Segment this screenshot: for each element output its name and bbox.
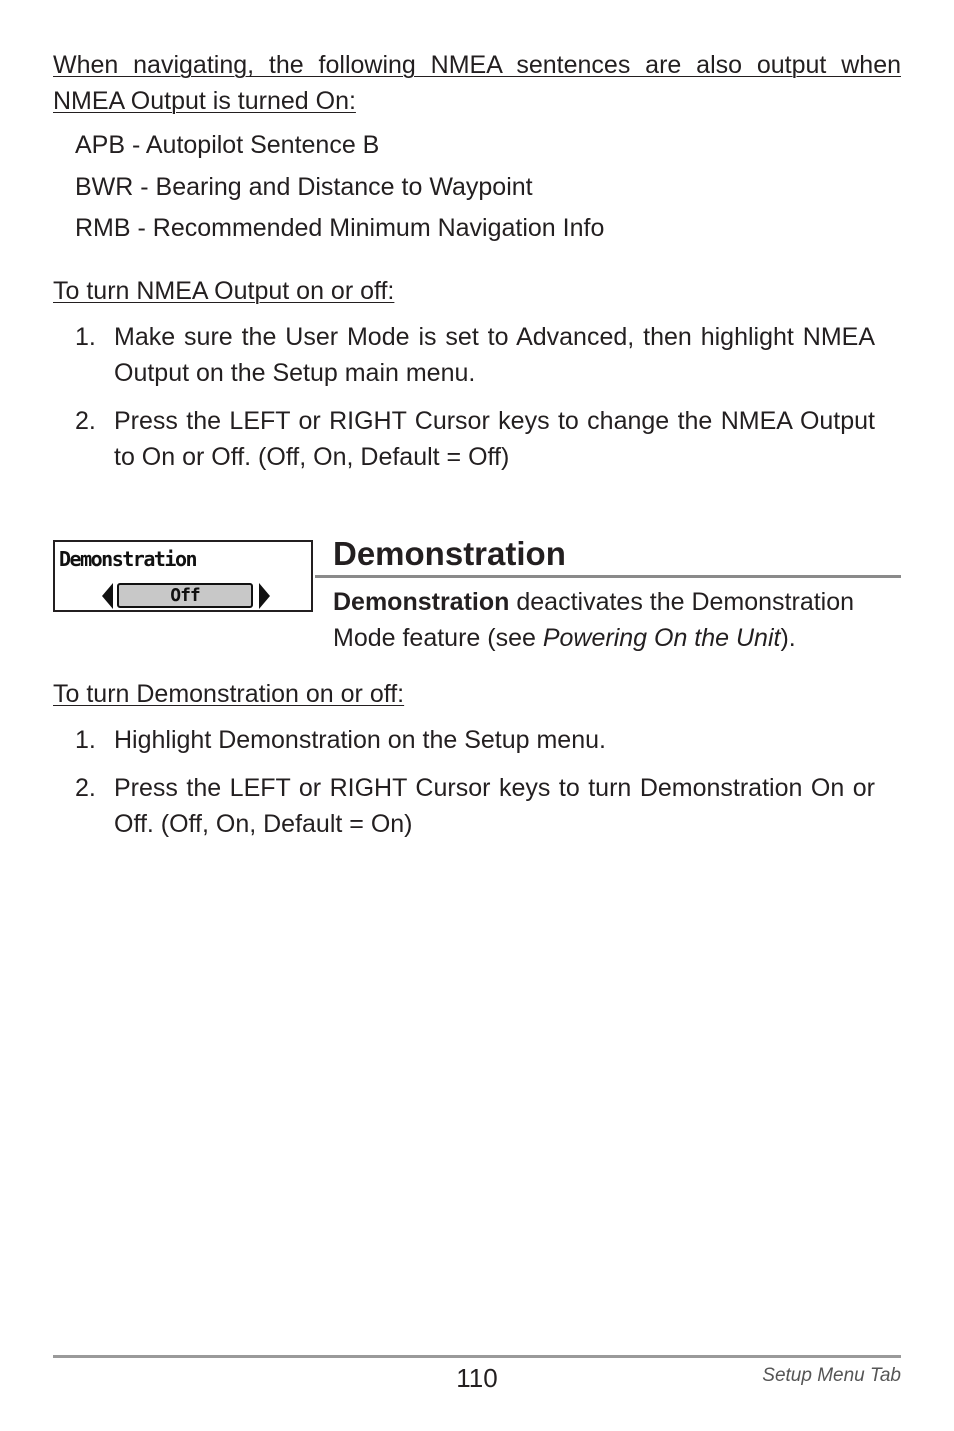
demo-steps-list bbox=[75, 722, 875, 854]
demonstration-intro bbox=[333, 584, 903, 656]
step-item bbox=[75, 770, 875, 842]
menu-item-label: Demonstration bbox=[59, 547, 197, 571]
step-text: Highlight Demonstration on the Setup menu. bbox=[114, 726, 606, 754]
title-divider bbox=[315, 575, 901, 578]
menu-value-box: Off bbox=[117, 583, 253, 608]
step-text: Press the LEFT or RIGHT Cursor keys to change the NMEA Output to On or Off. (Off, On, Default = Off) bbox=[114, 407, 875, 471]
intro-end: ). bbox=[780, 624, 796, 652]
demo-procedure-heading: To turn Demonstration on or off: bbox=[53, 680, 405, 708]
nmea-sentence-item: APB - Autopilot Sentence B bbox=[75, 131, 380, 159]
page-number: 110 bbox=[456, 1363, 498, 1393]
step-item bbox=[75, 722, 875, 758]
nmea-sentence-item: RMB - Recommended Minimum Navigation Info bbox=[75, 214, 605, 242]
step-number: 1. bbox=[75, 323, 96, 351]
footer-section-name: Setup Menu Tab bbox=[762, 1365, 901, 1386]
right-arrow-icon bbox=[259, 583, 270, 609]
step-item bbox=[75, 319, 875, 391]
step-number: 2. bbox=[75, 407, 96, 435]
intro-term: Demonstration bbox=[333, 588, 510, 616]
intro-reference: Powering On the Unit bbox=[542, 624, 781, 652]
step-text: Make sure the User Mode is set to Advanced, then highlight NMEA Output on the Setup main menu. bbox=[114, 323, 875, 387]
nmea-sentence-list bbox=[75, 127, 895, 252]
step-text: Press the LEFT or RIGHT Cursor keys to turn Demonstration On or Off. (Off, On, Default = On) bbox=[114, 774, 875, 838]
left-arrow-icon bbox=[102, 583, 113, 609]
nmea-procedure-heading: To turn NMEA Output on or off: bbox=[53, 277, 395, 305]
section-title: Demonstration bbox=[333, 535, 566, 572]
nmea-navigation-heading: When navigating, the following NMEA sentences are also output when NMEA Output is turned On: bbox=[53, 51, 901, 115]
footer-divider bbox=[53, 1355, 901, 1358]
demonstration-menu-illustration bbox=[53, 540, 313, 612]
step-item bbox=[75, 403, 875, 475]
step-number: 1. bbox=[75, 726, 96, 754]
nmea-steps-list bbox=[75, 319, 875, 487]
step-number: 2. bbox=[75, 774, 96, 802]
nmea-sentence-item: BWR - Bearing and Distance to Waypoint bbox=[75, 172, 533, 201]
intro-text: deactivates the Demonstration Mode feature (see bbox=[333, 588, 855, 652]
